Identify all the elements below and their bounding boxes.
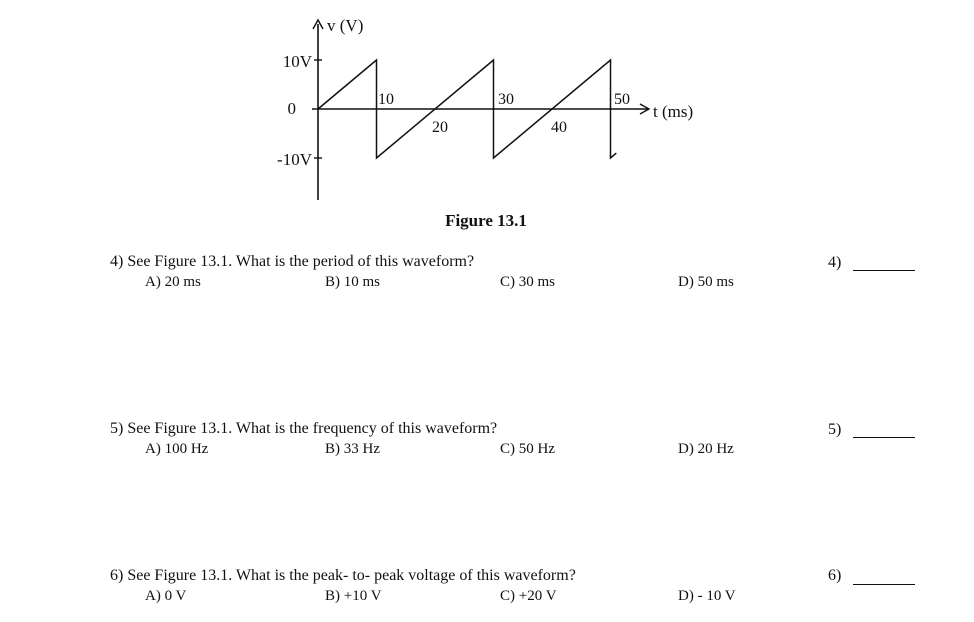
- question-6-choice-c: C) +20 V: [500, 588, 557, 604]
- question-4-text: 4) See Figure 13.1. What is the period of this waveform?: [110, 253, 475, 270]
- x-tick-label-10: 10: [378, 91, 394, 108]
- x-axis-label: t (ms): [653, 102, 694, 121]
- question-6-choice-a: A) 0 V: [145, 588, 187, 604]
- question-5-choice-b: B) 33 Hz: [325, 441, 380, 457]
- y-tick-label-neg10v: -10V: [277, 150, 312, 169]
- figure-caption: Figure 13.1: [445, 211, 527, 230]
- question-6-choice-b: B) +10 V: [325, 588, 382, 604]
- question-4-answer-blank[interactable]: [853, 270, 915, 271]
- question-6-choice-d: D) - 10 V: [678, 588, 736, 604]
- question-6-text: 6) See Figure 13.1. What is the peak- to- peak voltage of this waveform?: [110, 567, 576, 584]
- question-5-text: 5) See Figure 13.1. What is the frequency of this waveform?: [110, 420, 498, 437]
- question-5-choice-a: A) 100 Hz: [145, 441, 209, 457]
- question-4-choice-a: A) 20 ms: [145, 274, 201, 290]
- question-4-choice-c: C) 30 ms: [500, 274, 556, 290]
- y-tick-label-0: 0: [287, 99, 296, 118]
- question-5-number: 5): [828, 421, 842, 438]
- y-tick-label-10v: 10V: [282, 52, 312, 71]
- question-4-number: 4): [828, 254, 842, 271]
- x-tick-label-40: 40: [551, 119, 567, 136]
- question-4-choice-b: B) 10 ms: [325, 274, 381, 290]
- question-4-choice-d: D) 50 ms: [678, 274, 734, 290]
- question-5-choice-c: C) 50 Hz: [500, 441, 555, 457]
- question-5-answer-blank[interactable]: [853, 437, 915, 438]
- question-6-answer-blank[interactable]: [853, 584, 915, 585]
- waveform-figure: [0, 0, 974, 240]
- x-tick-label-50: 50: [614, 91, 630, 108]
- question-6-number: 6): [828, 567, 842, 584]
- y-axis-label: v (V): [327, 16, 364, 35]
- x-tick-label-20: 20: [432, 119, 448, 136]
- x-tick-label-30: 30: [498, 91, 514, 108]
- question-5-choice-d: D) 20 Hz: [678, 441, 734, 457]
